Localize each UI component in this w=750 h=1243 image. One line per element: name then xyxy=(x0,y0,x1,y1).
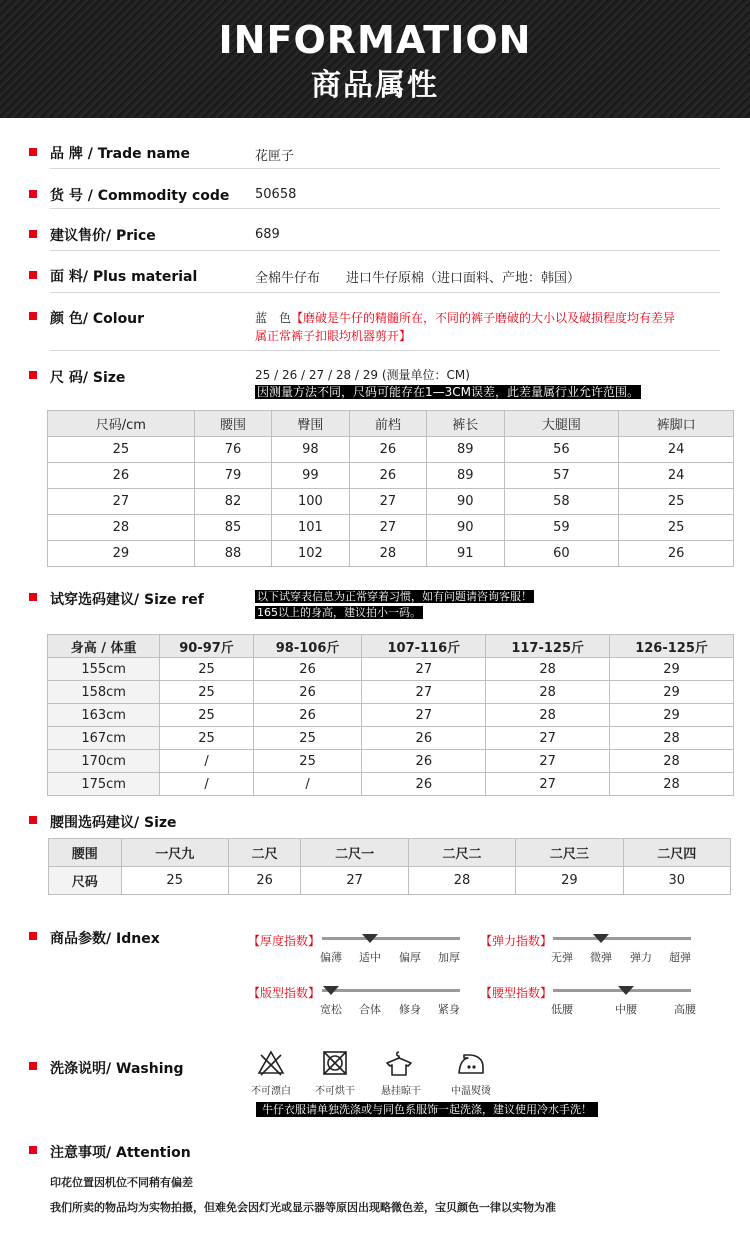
table-row xyxy=(48,658,734,681)
table-row xyxy=(49,867,731,895)
bullet-icon xyxy=(29,371,37,379)
table-cell: 26 xyxy=(228,867,301,895)
table-header-cell: 前档 xyxy=(349,411,426,437)
colour-note-line2: 属正常裤子扣眼均机器剪开】 xyxy=(255,329,412,343)
thickness-option: 适中 xyxy=(359,951,381,964)
table-cell: 99 xyxy=(272,463,349,489)
table-cell: 28 xyxy=(408,867,515,895)
table-cell: 28 xyxy=(610,727,734,750)
table-cell: / xyxy=(253,773,362,796)
label-cn: 腰围选码建议/ xyxy=(50,815,144,831)
table-row xyxy=(48,437,734,463)
table-cell: 28 xyxy=(486,681,610,704)
label-cn: 商品参数/ xyxy=(50,931,116,947)
label-cn: 尺 码/ xyxy=(50,370,93,386)
elasticity-option: 微弹 xyxy=(590,951,612,964)
table-header-row xyxy=(48,411,734,437)
label-cn: 面 料/ xyxy=(50,269,93,285)
divider xyxy=(50,168,720,169)
waist-option: 中腰 xyxy=(615,1003,637,1016)
table-cell: 26 xyxy=(362,727,486,750)
label-en: Attention xyxy=(116,1145,191,1161)
table-cell: 170cm xyxy=(48,750,160,773)
table-row xyxy=(48,515,734,541)
header-title: INFORMATION xyxy=(218,18,532,62)
table-cell: 100 xyxy=(272,489,349,515)
table-header-cell: 腰围 xyxy=(49,839,122,867)
table-cell: 27 xyxy=(349,515,426,541)
table-row xyxy=(48,773,734,796)
table-cell: 167cm xyxy=(48,727,160,750)
divider xyxy=(50,350,720,351)
table-row xyxy=(48,750,734,773)
table-header-cell: 身高 / 体重 xyxy=(48,635,160,658)
table-header-cell: 二尺二 xyxy=(408,839,515,867)
table-header-cell: 98-106斤 xyxy=(253,635,362,658)
table-cell: 101 xyxy=(272,515,349,541)
table-header-row xyxy=(48,635,734,658)
size-ref-table xyxy=(47,634,734,796)
table-cell: 24 xyxy=(619,437,734,463)
table-cell: 29 xyxy=(48,541,195,567)
table-row xyxy=(48,463,734,489)
waist-table xyxy=(48,838,731,895)
table-cell: 57 xyxy=(504,463,619,489)
table-cell: 25 xyxy=(121,867,228,895)
label-en: Size xyxy=(92,370,126,386)
table-cell: 25 xyxy=(160,704,253,727)
elasticity-marker xyxy=(593,934,609,943)
table-cell: 91 xyxy=(427,541,504,567)
label-cn: 品 牌 / xyxy=(50,146,98,162)
no-tumble-dry-label: 不可烘干 xyxy=(315,1086,355,1097)
attention-line1: 印花位置因机位不同稍有偏差 xyxy=(50,1176,193,1189)
table-cell: 25 xyxy=(48,437,195,463)
table-cell: 26 xyxy=(349,463,426,489)
size-table xyxy=(47,410,734,567)
hang-dry-icon xyxy=(383,1049,415,1077)
material-value: 全棉牛仔布 进口牛仔原棉（进口面料、产地：韩国） xyxy=(255,271,581,286)
bullet-icon xyxy=(29,1146,37,1154)
elasticity-scale-line xyxy=(553,937,691,940)
bullet-icon xyxy=(29,1062,37,1070)
table-cell: 25 xyxy=(253,727,362,750)
table-cell: 25 xyxy=(160,727,253,750)
table-cell: 60 xyxy=(504,541,619,567)
table-cell: 25 xyxy=(160,681,253,704)
header-banner xyxy=(0,0,750,118)
table-cell: 27 xyxy=(362,681,486,704)
label-cn: 注意事项/ xyxy=(50,1145,116,1161)
hang-dry-label: 悬挂晾干 xyxy=(381,1086,421,1097)
table-cell: 26 xyxy=(253,681,362,704)
size-value: 25 / 26 / 27 / 28 / 29 (测量单位：CM) xyxy=(255,368,470,382)
no-bleach-icon xyxy=(257,1049,285,1077)
table-cell: 25 xyxy=(160,658,253,681)
trade-name-value: 花匣子 xyxy=(255,149,295,164)
low-iron-icon xyxy=(455,1049,487,1077)
table-cell: 25 xyxy=(619,489,734,515)
table-cell: 29 xyxy=(610,704,734,727)
table-cell: 26 xyxy=(619,541,734,567)
elasticity-index-title: 【弹力指数】 xyxy=(480,934,553,948)
table-header-cell: 二尺一 xyxy=(301,839,408,867)
table-cell: 79 xyxy=(194,463,271,489)
table-cell: 26 xyxy=(362,773,486,796)
bullet-icon xyxy=(29,816,37,824)
table-header-cell: 一尺九 xyxy=(121,839,228,867)
table-cell: 82 xyxy=(194,489,271,515)
table-cell: 28 xyxy=(48,515,195,541)
size-note: 因测量方法不同，尺码可能存在1—3CM误差，此差量属行业允许范围。 xyxy=(257,385,640,399)
table-cell: 28 xyxy=(349,541,426,567)
table-cell: 27 xyxy=(486,750,610,773)
table-header-cell: 107-116斤 xyxy=(362,635,486,658)
table-header-cell: 尺码/cm xyxy=(48,411,195,437)
label-en: Size ref xyxy=(144,592,204,608)
fit-option: 宽松 xyxy=(320,1003,342,1016)
table-header-cell: 腰围 xyxy=(194,411,271,437)
bullet-icon xyxy=(29,593,37,601)
thickness-option: 加厚 xyxy=(438,951,460,964)
bullet-icon xyxy=(29,148,37,156)
label-cn: 试穿选码建议/ xyxy=(50,592,144,608)
table-cell: 158cm xyxy=(48,681,160,704)
table-cell: 27 xyxy=(301,867,408,895)
label-en: Idnex xyxy=(116,931,160,947)
elasticity-option: 超弹 xyxy=(669,951,691,964)
table-cell: 76 xyxy=(194,437,271,463)
table-cell: 85 xyxy=(194,515,271,541)
table-cell: 90 xyxy=(427,515,504,541)
table-cell: 26 xyxy=(349,437,426,463)
label-en: Price xyxy=(116,228,156,244)
table-header-cell: 臀围 xyxy=(272,411,349,437)
label-en: Plus material xyxy=(92,269,198,285)
label-en: Washing xyxy=(116,1061,184,1077)
table-header-row xyxy=(49,839,731,867)
table-header-cell: 二尺三 xyxy=(516,839,623,867)
low-iron-label: 中温熨烫 xyxy=(451,1086,491,1097)
table-cell: 26 xyxy=(253,658,362,681)
divider xyxy=(50,250,720,251)
table-cell: 163cm xyxy=(48,704,160,727)
table-cell: 25 xyxy=(253,750,362,773)
table-cell: 90 xyxy=(427,489,504,515)
table-header-cell: 117-125斤 xyxy=(486,635,610,658)
price-value: 689 xyxy=(255,227,280,242)
label-en: Colour xyxy=(92,311,145,327)
table-row xyxy=(48,681,734,704)
bullet-icon xyxy=(29,271,37,279)
fit-option: 修身 xyxy=(399,1003,421,1016)
header-subtitle: 商品属性 xyxy=(311,68,439,103)
fit-option: 紧身 xyxy=(438,1003,460,1016)
washing-note: 牛仔衣服请单独洗涤或与同色系服饰一起洗涤，建议使用冷水手洗！ xyxy=(256,1102,598,1117)
table-cell: 26 xyxy=(253,704,362,727)
table-cell: 102 xyxy=(272,541,349,567)
elasticity-option: 弹力 xyxy=(630,951,652,964)
fit-marker xyxy=(323,986,339,995)
table-row xyxy=(48,704,734,727)
table-header-cell: 裤长 xyxy=(427,411,504,437)
divider xyxy=(50,208,720,209)
thickness-scale-line xyxy=(322,937,460,940)
table-header-cell: 二尺四 xyxy=(623,839,730,867)
table-cell: 26 xyxy=(362,750,486,773)
table-header-cell: 二尺 xyxy=(228,839,301,867)
table-cell: 56 xyxy=(504,437,619,463)
label-en: Commodity code xyxy=(97,188,230,204)
waist-option: 低腰 xyxy=(551,1003,573,1016)
table-cell: 29 xyxy=(516,867,623,895)
elasticity-option: 无弹 xyxy=(551,951,573,964)
label-cn: 洗涤说明/ xyxy=(50,1061,116,1077)
thickness-option: 偏厚 xyxy=(399,951,421,964)
table-cell: 28 xyxy=(610,750,734,773)
waist-index-title: 【腰型指数】 xyxy=(480,986,553,1000)
table-cell: 27 xyxy=(486,773,610,796)
fit-index-title: 【版型指数】 xyxy=(248,986,321,1000)
table-cell: 27 xyxy=(48,489,195,515)
waist-marker xyxy=(618,986,634,995)
commodity-code-value: 50658 xyxy=(255,187,297,202)
thickness-marker xyxy=(362,934,378,943)
size-ref-note-line2: 165以上的身高，建议拍小一码。 xyxy=(257,606,421,619)
table-cell: 29 xyxy=(610,658,734,681)
label-cn: 颜 色/ xyxy=(50,311,93,327)
table-header-cell: 大腿围 xyxy=(504,411,619,437)
table-cell: 29 xyxy=(610,681,734,704)
table-cell: 175cm xyxy=(48,773,160,796)
thickness-option: 偏薄 xyxy=(320,951,342,964)
label-cn: 货 号 / xyxy=(50,188,98,204)
label-en: Trade name xyxy=(97,146,191,162)
colour-value: 蓝 色 xyxy=(255,311,292,325)
table-cell: 28 xyxy=(486,704,610,727)
table-cell: 27 xyxy=(349,489,426,515)
table-cell: 27 xyxy=(486,727,610,750)
table-cell: 28 xyxy=(610,773,734,796)
table-cell: / xyxy=(160,773,253,796)
label-cn: 建议售价/ xyxy=(50,228,116,244)
table-cell: / xyxy=(160,750,253,773)
table-cell: 26 xyxy=(48,463,195,489)
waist-option: 高腰 xyxy=(674,1003,696,1016)
table-cell: 98 xyxy=(272,437,349,463)
thickness-index-title: 【厚度指数】 xyxy=(248,934,321,948)
table-cell: 58 xyxy=(504,489,619,515)
table-cell: 89 xyxy=(427,437,504,463)
table-cell: 27 xyxy=(362,658,486,681)
no-bleach-label: 不可漂白 xyxy=(251,1086,291,1097)
bullet-icon xyxy=(29,190,37,198)
table-row xyxy=(48,541,734,567)
table-cell: 88 xyxy=(194,541,271,567)
label-en: Size xyxy=(144,815,177,831)
table-row xyxy=(48,727,734,750)
table-header-cell: 裤脚口 xyxy=(619,411,734,437)
no-tumble-dry-icon xyxy=(321,1049,349,1077)
table-cell: 24 xyxy=(619,463,734,489)
table-cell: 28 xyxy=(486,658,610,681)
fit-scale-line xyxy=(322,989,460,992)
divider xyxy=(50,292,720,293)
table-row xyxy=(48,489,734,515)
size-ref-note-line1: 以下试穿表信息为正常穿着习惯，如有问题请咨询客服！ xyxy=(257,590,532,603)
table-cell: 30 xyxy=(623,867,730,895)
table-cell: 59 xyxy=(504,515,619,541)
colour-note-line1: 【磨破是牛仔的精髓所在，不同的裤子磨破的大小以及破损程度均有差异 xyxy=(291,311,676,325)
table-cell: 尺码 xyxy=(49,867,122,895)
attention-line2: 我们所卖的物品均为实物拍摄，但难免会因灯光或显示器等原因出现略微色差，宝贝颜色一律以实物为准 xyxy=(50,1201,556,1214)
table-cell: 155cm xyxy=(48,658,160,681)
table-header-cell: 126-125斤 xyxy=(610,635,734,658)
bullet-icon xyxy=(29,932,37,940)
bullet-icon xyxy=(29,230,37,238)
table-cell: 89 xyxy=(427,463,504,489)
table-cell: 25 xyxy=(619,515,734,541)
fit-option: 合体 xyxy=(359,1003,381,1016)
bullet-icon xyxy=(29,312,37,320)
table-header-cell: 90-97斤 xyxy=(160,635,253,658)
table-cell: 27 xyxy=(362,704,486,727)
